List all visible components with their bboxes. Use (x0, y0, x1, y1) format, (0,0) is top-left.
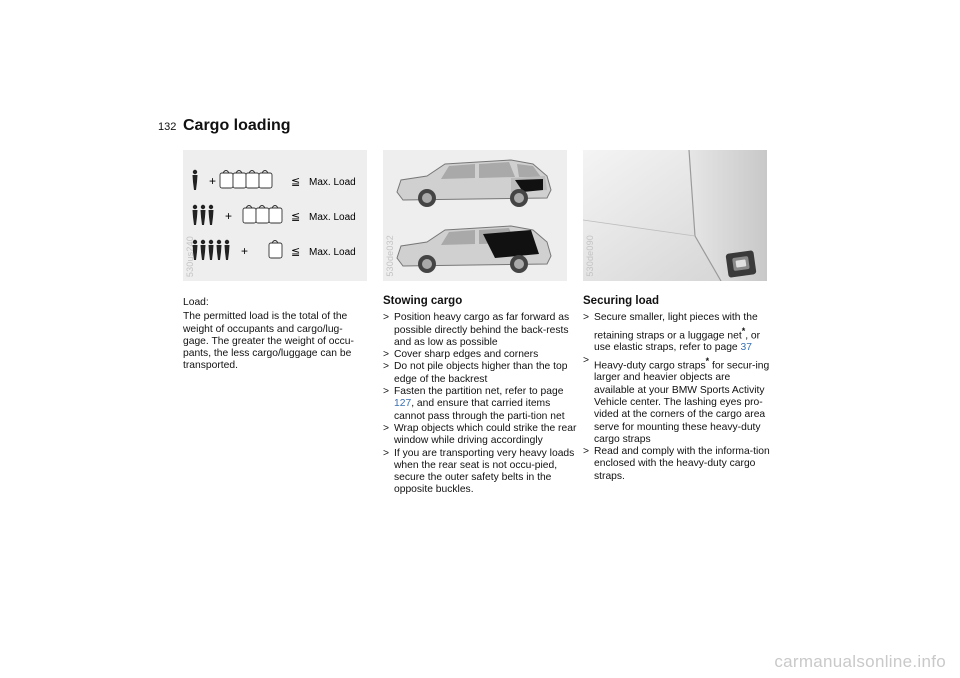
list-item-text: Read and comply with the informa-tion enclosed with the heavy-duty cargo straps. (594, 446, 770, 482)
list-item (583, 446, 773, 483)
max-load-label: Max. Load (309, 247, 356, 258)
load-table-figure (183, 150, 367, 281)
figure-code-cargo-area: 530de090 (585, 235, 595, 277)
list-item (583, 355, 773, 447)
list-item-text: , or use elastic straps, refer to page (594, 330, 761, 354)
max-load-label: Max. Load (309, 212, 356, 223)
luggage-icon (243, 206, 256, 224)
car-bottom-illustration (397, 226, 551, 273)
person-icon (201, 205, 206, 225)
luggage-icon (269, 206, 282, 224)
lashing-eye-icon (725, 250, 756, 278)
list-item (383, 349, 577, 361)
list-item (583, 312, 773, 354)
person-icon (217, 240, 222, 260)
list-item-text: Cover sharp edges and corners (394, 349, 539, 361)
person-icon (225, 240, 230, 260)
optional-equipment-star: * (741, 325, 746, 336)
list-item-text: Wrap objects which could strike the rear window while driving accordingly (394, 422, 577, 447)
page-number: 132 (158, 121, 177, 133)
luggage-icon (259, 171, 272, 189)
plus-sign: + (209, 174, 217, 188)
load-label: Load: (183, 297, 209, 308)
less-or-equal-sign: ≦ (291, 210, 301, 223)
person-icon (209, 205, 214, 225)
section-heading-securing-load: Securing load (583, 295, 660, 307)
load-row (193, 170, 356, 190)
person-icon (193, 170, 198, 190)
optional-equipment-star: * (705, 355, 710, 366)
figure-code-cars: 530de032 (385, 235, 395, 277)
section-heading-stowing-cargo: Stowing cargo (383, 295, 463, 307)
luggage-icon (256, 206, 269, 224)
page-title: Cargo loading (183, 117, 291, 134)
list-item (383, 448, 577, 497)
luggage-icon (220, 171, 233, 189)
list-item-text: Fasten the partition net, refer to page (394, 386, 564, 398)
stowing-cargo-list (383, 312, 577, 496)
person-icon (201, 240, 206, 260)
list-item-text: Heavy-duty cargo straps (594, 360, 706, 372)
column-stowing-cargo (383, 295, 577, 497)
list-item-text: Do not pile objects higher than the top edge of the backrest (394, 361, 568, 385)
figure-code-load-table: 530us240 (185, 235, 195, 277)
column-load (183, 297, 367, 373)
plus-sign: + (225, 209, 233, 223)
list-item-text: , and ensure that carried items cannot pass through the parti-tion net (394, 398, 565, 422)
less-or-equal-sign: ≦ (291, 245, 301, 258)
cargo-area-figure (583, 150, 767, 281)
page-reference-link[interactable]: 37 (740, 342, 752, 354)
watermark: carmanualsonline.info (774, 652, 946, 671)
securing-load-list (583, 312, 773, 483)
load-row (193, 205, 356, 225)
list-item-text: If you are transporting very heavy loads when the rear seat is not occu-pied, secure the outer safety belts in the opposite buckles. (394, 447, 575, 496)
column-securing-load (583, 295, 773, 483)
car-top-illustration (397, 160, 551, 207)
car-loading-figure (383, 150, 567, 281)
cargo-area-illustration (583, 150, 767, 281)
car-loading-illustration (383, 150, 567, 281)
list-item-text: for secur-ing larger and heavier objects are available at your BMW Sports Activity Vehicle center. The lashing eyes pro-vided at the corners of the cargo area serve for mounting these heavy-duty cargo straps (594, 360, 770, 445)
list-item (383, 361, 577, 386)
luggage-icon (269, 241, 282, 259)
luggage-icon (233, 171, 246, 189)
load-table-illustration (183, 150, 367, 281)
max-load-label: Max. Load (309, 177, 356, 188)
list-item-text: Secure smaller, light pieces with the retaining straps or a luggage net (594, 312, 758, 342)
list-item-text: Position heavy cargo as far forward as possible directly behind the back-rests and as low as possible (394, 312, 570, 348)
person-icon (209, 240, 214, 260)
less-or-equal-sign: ≦ (291, 175, 301, 188)
list-item (383, 423, 577, 448)
page-reference-link[interactable]: 127 (394, 398, 412, 410)
person-icon (193, 205, 198, 225)
plus-sign: + (241, 244, 249, 258)
load-text: The permitted load is the total of the weight of occupants and cargo/lug-gage. The greater the weight of occu-pants, the less cargo/luggage can be transported. (183, 311, 354, 372)
luggage-icon (246, 171, 259, 189)
list-item (383, 386, 577, 423)
list-item (383, 312, 577, 349)
load-row (193, 240, 356, 260)
